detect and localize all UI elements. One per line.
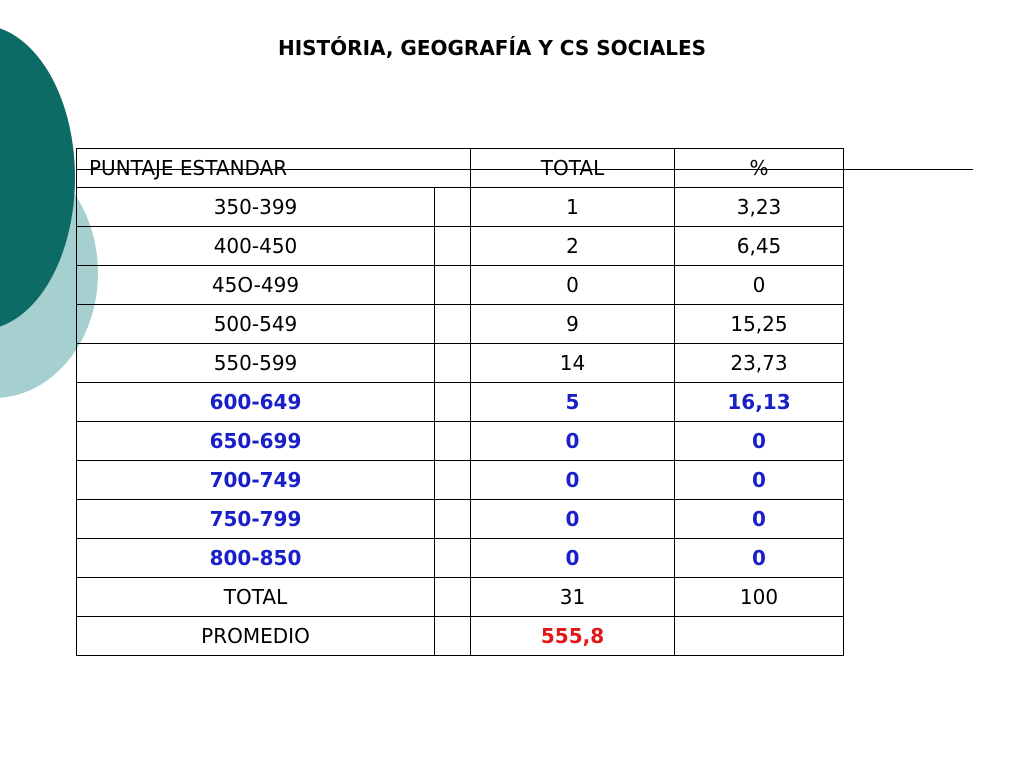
total-percent: 100 (675, 578, 844, 617)
row-gap-cell (435, 539, 471, 578)
row-gap-cell (435, 461, 471, 500)
header-divider-line (76, 169, 973, 170)
table-total-row (77, 578, 844, 617)
row-total: 0 (471, 539, 675, 578)
row-gap-cell (435, 188, 471, 227)
row-total: 14 (471, 344, 675, 383)
total-label: TOTAL (77, 578, 435, 617)
row-range: 600-649 (77, 383, 435, 422)
row-percent: 3,23 (675, 188, 844, 227)
row-range: 550-599 (77, 344, 435, 383)
row-range: 350-399 (77, 188, 435, 227)
row-gap-cell (435, 500, 471, 539)
row-range: 500-549 (77, 305, 435, 344)
table-row (77, 305, 844, 344)
total-count: 31 (471, 578, 675, 617)
table-row (77, 266, 844, 305)
table-row (77, 344, 844, 383)
table-row-highlighted (77, 461, 844, 500)
row-gap-cell (435, 266, 471, 305)
row-gap-cell (435, 344, 471, 383)
table-average-row (77, 617, 844, 656)
row-percent: 23,73 (675, 344, 844, 383)
row-gap-cell (435, 227, 471, 266)
average-empty-cell (675, 617, 844, 656)
header-total: TOTAL (471, 149, 675, 188)
average-value: 555,8 (471, 617, 675, 656)
header-range: PUNTAJE ESTANDAR (77, 149, 471, 188)
row-total: 0 (471, 461, 675, 500)
header-percent: % (675, 149, 844, 188)
row-total: 0 (471, 422, 675, 461)
row-percent: 6,45 (675, 227, 844, 266)
row-gap-cell (435, 383, 471, 422)
average-label: PROMEDIO (77, 617, 435, 656)
row-range: 800-850 (77, 539, 435, 578)
row-percent: 0 (675, 500, 844, 539)
row-total: 0 (471, 266, 675, 305)
page-title: HISTÓRIA, GEOGRAFÍA Y CS SOCIALES (277, 36, 707, 60)
row-range: 650-699 (77, 422, 435, 461)
table-header-row (77, 149, 844, 188)
row-percent: 0 (675, 539, 844, 578)
row-range: 750-799 (77, 500, 435, 539)
table-row-highlighted (77, 539, 844, 578)
table-row-highlighted (77, 422, 844, 461)
row-total: 9 (471, 305, 675, 344)
row-total: 5 (471, 383, 675, 422)
row-total: 1 (471, 188, 675, 227)
table-row-highlighted (77, 383, 844, 422)
row-percent: 15,25 (675, 305, 844, 344)
row-range: 700-749 (77, 461, 435, 500)
row-total: 0 (471, 500, 675, 539)
table-row (77, 188, 844, 227)
row-range: 45O-499 (77, 266, 435, 305)
table-row (77, 227, 844, 266)
table-row-highlighted (77, 500, 844, 539)
row-gap-cell (435, 578, 471, 617)
scores-table (76, 148, 844, 656)
row-percent: 0 (675, 266, 844, 305)
row-percent: 0 (675, 422, 844, 461)
row-gap-cell (435, 617, 471, 656)
row-gap-cell (435, 305, 471, 344)
row-percent: 16,13 (675, 383, 844, 422)
row-percent: 0 (675, 461, 844, 500)
row-total: 2 (471, 227, 675, 266)
row-range: 400-450 (77, 227, 435, 266)
row-gap-cell (435, 422, 471, 461)
